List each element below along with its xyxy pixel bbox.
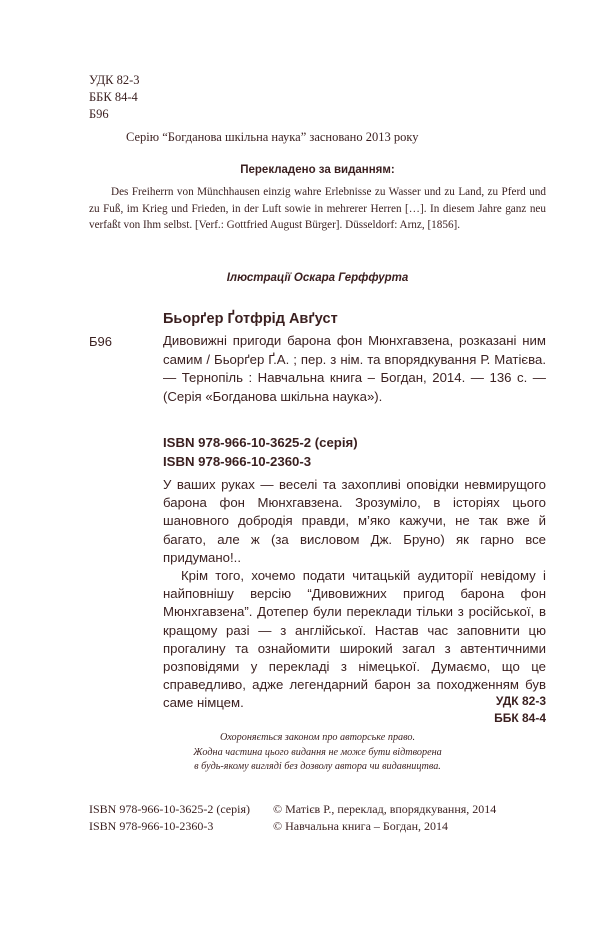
- copyright-notice: [89, 731, 546, 775]
- isbn-block: [163, 433, 358, 471]
- illustrations-credit: Ілюстрації Оскара Герффурта: [226, 272, 409, 284]
- series-note: Серію “Богданова шкільна наука” засновано 2013 року: [126, 130, 419, 144]
- annotation-paragraph: Крім того, хочемо подати читацькій аудиторії невідому і найповнішу версію “Дивовижних пригод барона фон Мюнхгавзена”. Дотепер були переклади тільки з російської, в кращому разі — з англійської. Настав час заповнити цю прогалину та ознайомити широкий загал з автентичними розповідями у перекладі з німецької. Думаємо, що це справедливо, адже легендарний барон за походженням був саме німцем.: [163, 568, 546, 711]
- copyright-notice-line: Жодна частина цього видання не може бути відтворена: [193, 746, 442, 758]
- udk-code: УДК 82-3: [495, 694, 546, 708]
- bbk-code: ББК 84-4: [89, 90, 138, 104]
- author-code: Б96: [89, 107, 109, 121]
- footer-copyrights: [273, 801, 496, 835]
- translation-source: Des Freiherrn von Münchhausen einzig wahre Erlebnisse zu Wasser und zu Land, zu Pferd und zu Fuß, im Krieg und Frieden, in der Luft sowie in mehrerer Herren […]. In diesem Jahre ganz neu verfaßt von Ihm selbst. [Verf.: Gottfried August Bürger]. Düsseldorf: Arnz, [1856].: [89, 186, 546, 231]
- copyright-notice-line: Охороняється законом про авторське право.: [219, 732, 416, 743]
- bbk-code: ББК 84-4: [494, 710, 546, 725]
- side-code: Б96: [89, 334, 112, 349]
- footer-isbn: [89, 801, 250, 835]
- footer-isbn-series: ISBN 978-966-10-3625-2 (серія): [89, 802, 250, 816]
- author-heading: Бьорґер Ґотфрід Авґуст: [163, 311, 338, 327]
- copyright-translator: © Матієв Р., переклад, впорядкування, 2014: [273, 802, 497, 816]
- annotation: [163, 476, 546, 713]
- bibliographic-entry: Дивовижні пригоди барона фон Мюнхгавзена, розказані ним самим / Бьорґер Ґ.А. ; пер. з нім. та впорядкування Р. Матієва. — Тернопіль : Навчальна книга – Богдан, 2014. — 136 с. — (Серія «Богданова шкільна наука»).: [163, 333, 546, 404]
- copyright-publisher: © Навчальна книга – Богдан, 2014: [273, 819, 448, 833]
- classification-codes: [89, 72, 140, 123]
- copyright-notice-line: в будь-якому вигляді без дозволу автора чи видавництва.: [194, 761, 441, 772]
- annotation-paragraph: У ваших руках — веселі та захопливі оповідки невмирущого барона фон Мюнхгавзена. Зрозуміло, в історіях цього шановного добродія правди, м’яко кажучи, не так вже й багато, але ж (за висловом Дж. Бруно) як гарно все придумано!..: [163, 477, 546, 565]
- udk-code: УДК 82-3: [89, 73, 140, 87]
- isbn-book: ISBN 978-966-10-2360-3: [163, 454, 312, 469]
- translation-heading: Перекладено за виданням:: [240, 164, 395, 176]
- classification-codes-repeat: [494, 693, 546, 726]
- isbn-series: ISBN 978-966-10-3625-2 (серія): [163, 435, 358, 450]
- footer-isbn-book: ISBN 978-966-10-2360-3: [89, 819, 214, 833]
